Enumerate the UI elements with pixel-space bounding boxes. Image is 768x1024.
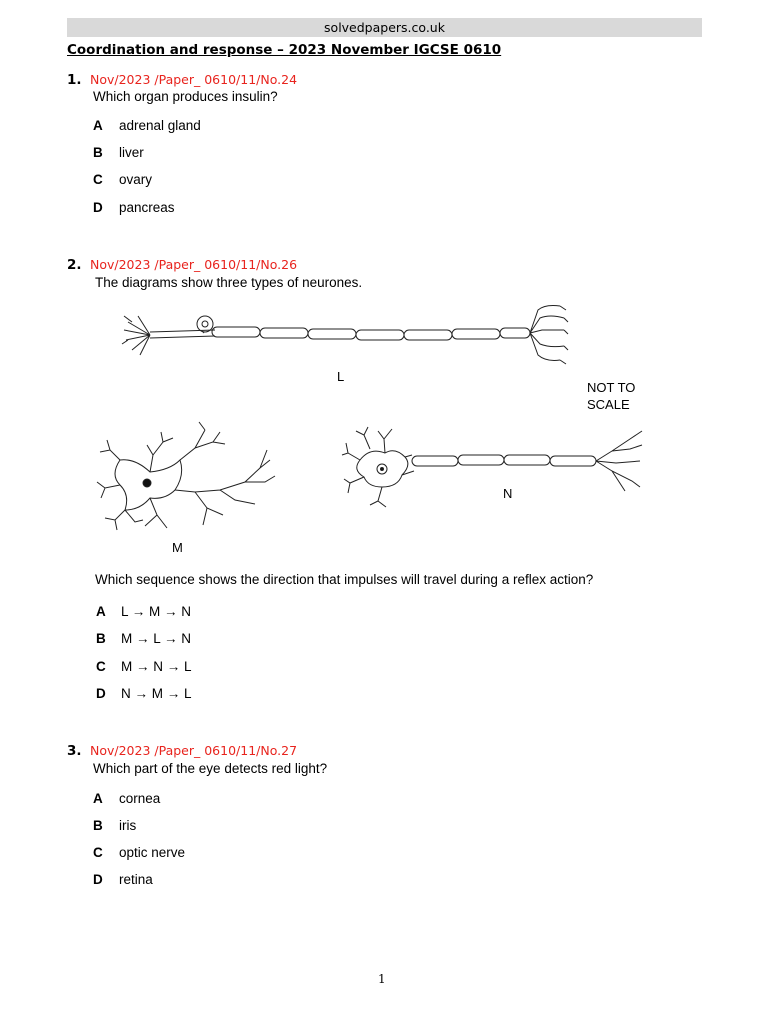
question-2-stem: The diagrams show three types of neurones.	[95, 275, 363, 290]
question-1-option-d-letter: D	[93, 200, 103, 215]
site-name: solvedpapers.co.uk	[324, 20, 445, 35]
question-1-option-c-letter: C	[93, 172, 103, 187]
question-2-reference: Nov/2023 /Paper_ 0610/11/No.26	[90, 257, 298, 272]
question-1-stem: Which organ produces insulin?	[93, 89, 278, 104]
question-3-option-a-letter: A	[93, 791, 103, 806]
question-3-option-d-letter: D	[93, 872, 103, 887]
question-2-option-b: M → L → N	[121, 631, 192, 646]
question-1-option-b-letter: B	[93, 145, 103, 160]
question-1-reference: Nov/2023 /Paper_ 0610/11/No.24	[90, 72, 298, 87]
question-2-option-a: L → M → N	[121, 604, 192, 619]
question-1-option-a: adrenal gland	[119, 118, 201, 133]
site-header-bar	[67, 18, 702, 37]
question-2-number: 2.	[67, 257, 82, 273]
question-3-option-b-letter: B	[93, 818, 103, 833]
question-3-option-d: retina	[119, 872, 153, 887]
question-3-option-b: iris	[119, 818, 137, 833]
question-2-option-d-letter: D	[96, 686, 106, 701]
question-1-option-a-letter: A	[93, 118, 103, 133]
question-3-option-c: optic nerve	[119, 845, 186, 860]
question-3-option-a: cornea	[119, 791, 161, 806]
question-1-number: 1.	[67, 72, 82, 88]
question-1-option-d: pancreas	[119, 200, 175, 215]
neurone-m-label: M	[172, 540, 183, 555]
question-3-number: 3.	[67, 743, 82, 759]
neurone-n-label: N	[503, 486, 513, 501]
neurone-l-label: L	[337, 369, 345, 384]
question-2-option-b-letter: B	[96, 631, 106, 646]
not-to-scale-note-line1: NOT TO	[587, 380, 636, 395]
question-2-option-c-letter: C	[96, 659, 106, 674]
document-title: Coordination and response – 2023 November IGCSE 0610	[67, 42, 502, 58]
question-2-option-c: M → N → L	[121, 659, 192, 674]
question-1-option-c: ovary	[119, 172, 153, 187]
question-2-option-d: N → M → L	[121, 686, 192, 701]
not-to-scale-note-line2: SCALE	[587, 397, 630, 412]
question-1-option-b: liver	[119, 145, 144, 160]
neurone-n-diagram	[340, 425, 645, 510]
question-3-option-c-letter: C	[93, 845, 103, 860]
question-3-reference: Nov/2023 /Paper_ 0610/11/No.27	[90, 743, 298, 758]
neurone-l-diagram	[120, 300, 570, 370]
neurone-m-diagram	[95, 420, 280, 535]
question-2-option-a-letter: A	[96, 604, 106, 619]
question-3-stem: Which part of the eye detects red light?	[93, 761, 328, 776]
question-2-stem-2: Which sequence shows the direction that impulses will travel during a reflex action?	[95, 572, 594, 587]
page-number: 1	[378, 972, 386, 986]
